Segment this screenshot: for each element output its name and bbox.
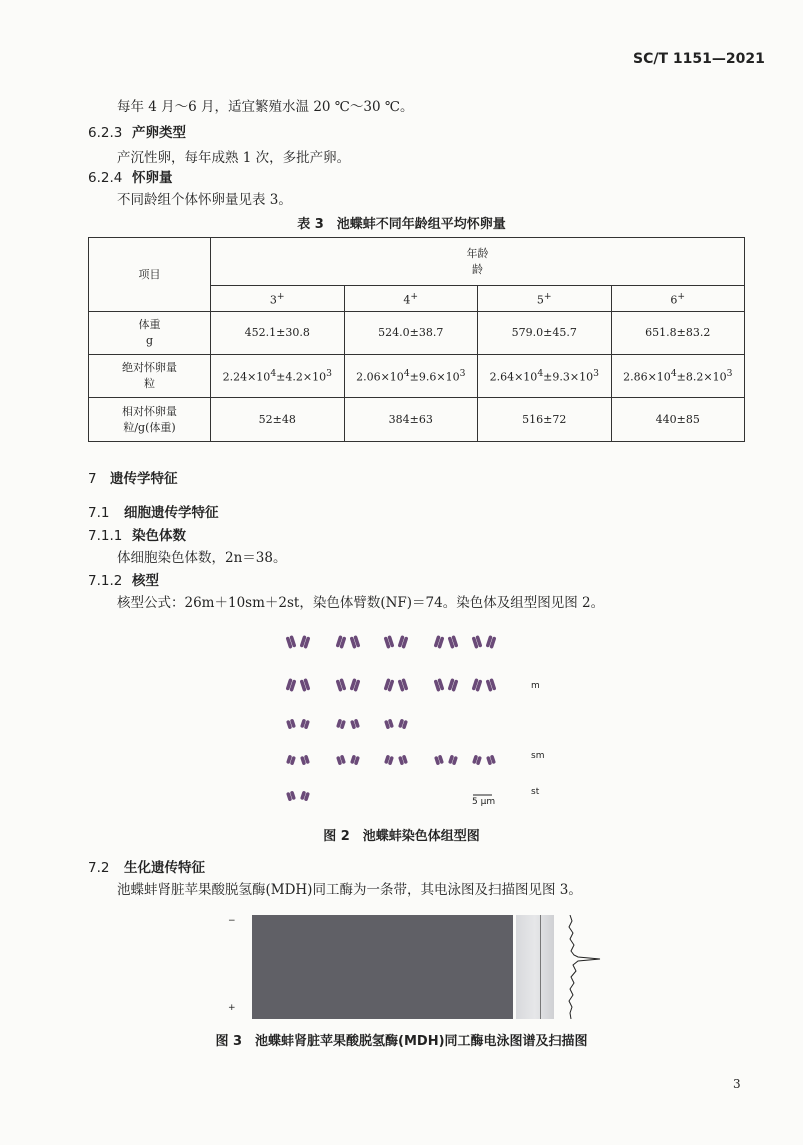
chromosome	[472, 635, 483, 649]
chromosome	[286, 719, 296, 730]
table-row-relative-fecundity	[89, 398, 745, 442]
age-header	[211, 238, 745, 286]
chromosome	[286, 755, 296, 766]
table-cell: $2.24\times 10^4\pm 4.2\times 10^3$	[211, 355, 345, 398]
section-7-1-2-heading	[88, 569, 159, 589]
figure-3-caption: 图 3 池蝶蚌肾脏苹果酸脱氢酶(MDH)同工酶电泳图谱及扫描图	[215, 1034, 588, 1049]
table-cell: 440±85	[611, 398, 745, 442]
fecundity-intro-text: 不同龄组个体怀卵量见表 3。	[117, 192, 292, 208]
label-m: m	[531, 681, 540, 691]
chromosome	[398, 678, 409, 692]
anode-label: +	[228, 1003, 236, 1013]
label-sm: sm	[531, 751, 545, 761]
chromosome-pairs	[286, 635, 497, 801]
electrophoresis-gel	[252, 915, 513, 1019]
chromosome	[336, 678, 347, 692]
section-title: 细胞遗传学特征	[124, 505, 219, 521]
section-7-2-heading	[88, 856, 205, 876]
chromosome	[350, 635, 361, 649]
chromosome	[384, 678, 395, 692]
row-label: 体重 g	[89, 312, 211, 355]
item-header: 项目	[89, 238, 211, 312]
chromosome	[384, 635, 395, 649]
karyotype-figure	[270, 620, 570, 820]
section-number: 7	[88, 471, 97, 487]
chromosome	[448, 678, 459, 692]
figure-2-caption: 图 2 池蝶蚌染色体组型图	[323, 829, 480, 844]
breeding-temperature-text: 每年 4 月～6 月，适宜繁殖水温 20 ℃～30 ℃。	[117, 99, 414, 115]
chromosome	[472, 755, 482, 766]
section-6-2-3-heading	[88, 121, 186, 141]
chromosome	[300, 791, 310, 802]
chromosome	[350, 678, 361, 692]
page-number: 3	[733, 1077, 741, 1091]
chromosome	[336, 635, 347, 649]
chromosome	[300, 719, 310, 730]
age-group-cell: 4+	[344, 286, 478, 312]
chromosome	[398, 719, 408, 730]
karyotype-formula-text: 核型公式：26m＋10sm＋2st，染色体臂数(NF)＝74。染色体及组型图见图 2。	[117, 595, 605, 611]
chromosome	[486, 755, 496, 766]
section-number: 7.2	[88, 860, 110, 876]
section-number: 6.2.4	[88, 170, 123, 186]
chromosome	[336, 755, 346, 766]
gel-strip	[516, 915, 554, 1019]
chromosome	[434, 635, 445, 649]
table-3-caption: 表 3 池蝶蚌不同年龄组平均怀卵量	[297, 217, 506, 232]
chromosome	[350, 719, 360, 730]
table-cell: $2.64\times 10^4\pm 9.3\times 10^3$	[478, 355, 612, 398]
table-cell: 579.0±45.7	[478, 312, 612, 355]
scale-bar-label: 5 μm	[472, 797, 496, 807]
gel-strip-line	[540, 915, 541, 1019]
fecundity-table	[88, 237, 745, 442]
table-header-row	[89, 238, 745, 286]
standard-code: SC/T 1151—2021	[633, 51, 765, 67]
section-number: 7.1.2	[88, 573, 123, 589]
section-7-heading	[88, 467, 178, 487]
chromosome-number-text: 体细胞染色体数，2n＝38。	[117, 550, 287, 566]
chromosome	[300, 678, 311, 692]
table-cell: 384±63	[344, 398, 478, 442]
section-6-2-4-heading	[88, 166, 173, 186]
section-number: 6.2.3	[88, 125, 123, 141]
row-label: 绝对怀卵量 粒	[89, 355, 211, 398]
chromosome	[384, 719, 394, 730]
chromosome	[350, 755, 360, 766]
age-group-cell: 5+	[478, 286, 612, 312]
row-label: 相对怀卵量 粒/g(体重)	[89, 398, 211, 442]
section-7-1-heading	[88, 501, 219, 521]
table-cell: 52±48	[211, 398, 345, 442]
section-title: 怀卵量	[132, 170, 173, 186]
age-group-cell: 6+	[611, 286, 745, 312]
chromosome	[300, 755, 310, 766]
mdh-intro-text: 池蝶蚌肾脏苹果酸脱氢酶(MDH)同工酶为一条带，其电泳图及扫描图见图 3。	[117, 882, 582, 898]
chromosome	[434, 755, 444, 766]
chromosome	[398, 755, 408, 766]
table-row-absolute-fecundity	[89, 355, 745, 398]
chromosome	[398, 635, 409, 649]
chromosome	[286, 791, 296, 802]
chromosome	[486, 635, 497, 649]
densitometry-scan	[556, 915, 616, 1019]
section-title: 核型	[132, 573, 159, 589]
table-cell: 524.0±38.7	[344, 312, 478, 355]
scan-trace	[569, 915, 600, 1019]
section-title: 产卵类型	[132, 125, 186, 141]
chromosome	[448, 635, 459, 649]
label-st: st	[531, 787, 540, 797]
table-cell: 452.1±30.8	[211, 312, 345, 355]
section-title: 遗传学特征	[110, 471, 178, 487]
age-header-label: 年龄	[466, 246, 489, 260]
chromosome	[300, 635, 311, 649]
section-number: 7.1.1	[88, 528, 123, 544]
spawning-type-text: 产沉性卵，每年成熟 1 次，多批产卵。	[117, 150, 351, 166]
table-cell: 516±72	[478, 398, 612, 442]
chromosome	[448, 755, 458, 766]
chromosome	[486, 678, 497, 692]
age-header-unit: 龄	[472, 262, 483, 276]
cathode-label: −	[228, 916, 236, 926]
chromosome	[472, 678, 483, 692]
section-number: 7.1	[88, 505, 110, 521]
table-cell: $2.86\times 10^4\pm 8.2\times 10^3$	[611, 355, 745, 398]
chromosome	[286, 678, 297, 692]
table-cell: 651.8±83.2	[611, 312, 745, 355]
table-row-weight	[89, 312, 745, 355]
chromosome	[286, 635, 297, 649]
section-title: 生化遗传特征	[124, 860, 205, 876]
section-7-1-1-heading	[88, 524, 186, 544]
age-group-cell: 3+	[211, 286, 345, 312]
chromosome	[336, 719, 346, 730]
section-title: 染色体数	[132, 528, 186, 544]
table-cell: $2.06\times 10^4\pm 9.6\times 10^3$	[344, 355, 478, 398]
chromosome	[384, 755, 394, 766]
chromosome	[434, 678, 445, 692]
